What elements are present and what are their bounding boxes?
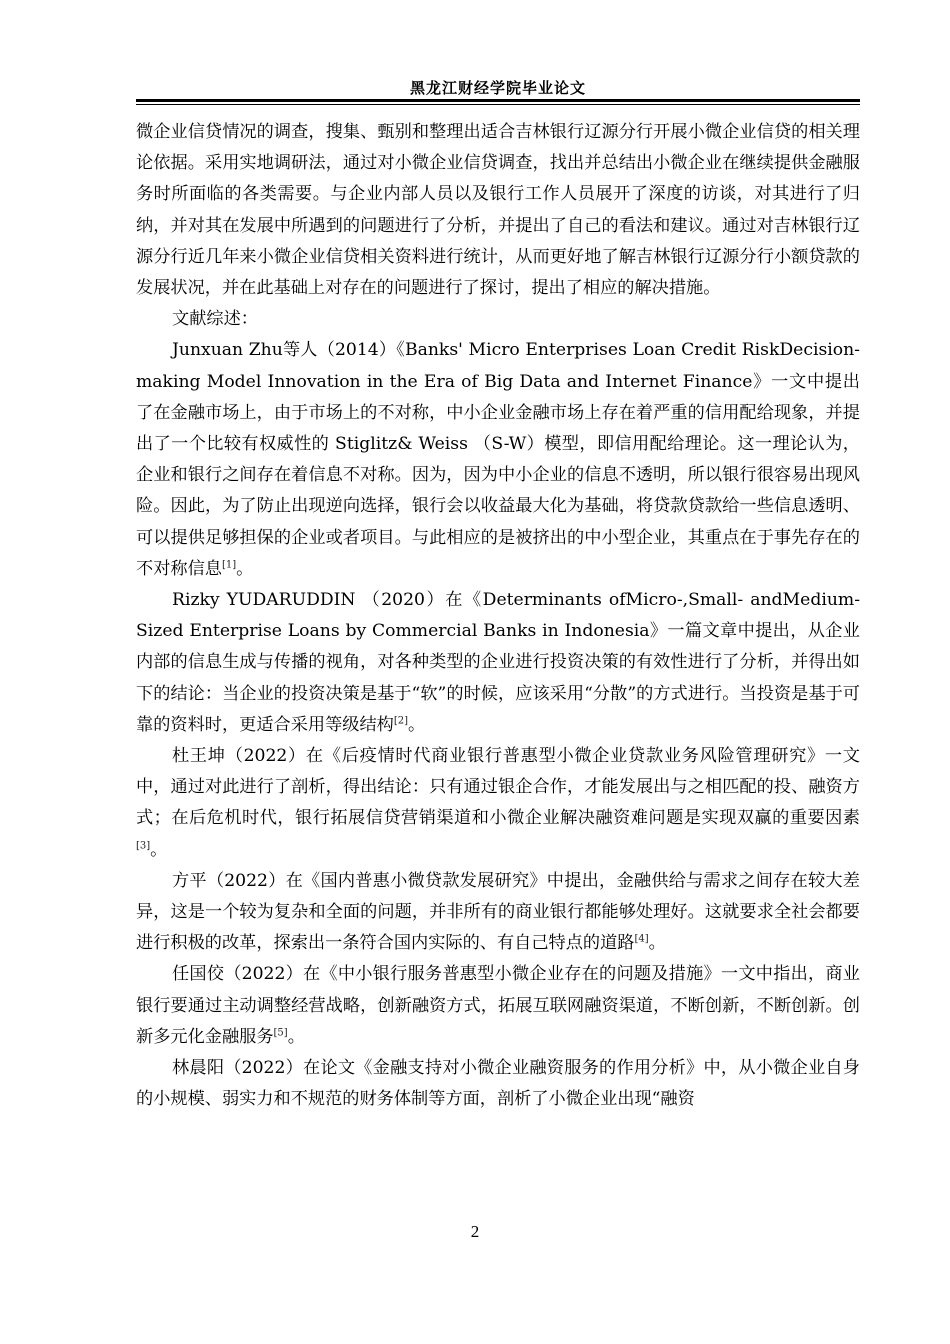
- header-rule-thin: [136, 104, 860, 105]
- citation-ref: [5]: [273, 1027, 288, 1039]
- paragraph-du-wangkun: [136, 741, 860, 866]
- citation-ref: [3]: [136, 839, 151, 851]
- paragraph-text: Junxuan Zhu等人（2014）《Banks' Micro Enterprises Loan Credit RiskDecision-making Model Innovation in the Era of Big Data and Internet Finance》一文中提出了在金融市场上，由于市场上的不对称，中小企业金融市场上存在着严重的信用配给现象，并提出了一个比较有权威性的 Stiglitz& Weiss （S-W）模型，即信用配给理论。这一理论认为，企业和银行之间存在着信息不对称。因为，因为中小企业的信息不透明，所以银行很容易出现风险。因此，为了防止出现逆向选择，银行会以收益最大化为基础，将贷款贷款给一些信息透明、可以提供足够担保的企业或者项目。与此相应的是被挤出的中小型企业，其重点在于事先存在的不对称信息: [136, 340, 860, 579]
- page-number: 2: [470, 1222, 480, 1241]
- paragraph-text: 杜王坤（2022）在《后疫情时代商业银行普惠型小微企业贷款业务风险管理研究》一文中，通过对此进行了剖析，得出结论：只有通过银企合作，才能发展出与之相匹配的投、融资方式；在后危机时代，银行拓展信贷营销渠道和小微企业解决融资难问题是实现双赢的重要因素: [136, 746, 860, 829]
- paragraph-text: 微企业信贷情况的调查，搜集、甄别和整理出适合吉林银行辽源分行开展小微企业信贷的相关理论依据。采用实地调研法，通过对小微企业信贷调查，找出并总结出小微企业在继续提供金融服务时所面临的各类需要。与企业内部人员以及银行工作人员展开了深度的访谈，对其进行了归纳，并对其在发展中所遇到的问题进行了分析，并提出了自己的看法和建议。通过对吉林银行辽源分行近几年来小微企业信贷相关资料进行统计，从而更好地了解吉林银行辽源分行小额贷款的发展状况，并在此基础上对存在的问题进行了探讨，提出了相应的解决措施。: [136, 122, 860, 299]
- paragraph-fang-ping: [136, 866, 860, 960]
- citation-ref: [1]: [221, 559, 237, 571]
- paragraph-tail: 。: [648, 933, 666, 954]
- paragraph-text: 文献综述：: [172, 309, 258, 330]
- citation-ref: [2]: [393, 715, 408, 727]
- paragraph-ren-guojiao: [136, 959, 860, 1053]
- body-text: [136, 117, 860, 1116]
- paragraph-tail: 。: [408, 714, 426, 735]
- citation-ref: [4]: [634, 933, 649, 945]
- running-header: 黑龙江财经学院毕业论文: [409, 79, 586, 97]
- paragraph-lin-chenyang: [136, 1053, 860, 1115]
- paragraph-junxuan-zhu: [136, 335, 860, 585]
- header-rule-thick: [136, 99, 860, 102]
- paragraph-tail: 。: [236, 558, 254, 579]
- paragraph-text: 方平（2022）在《国内普惠小微贷款发展研究》中提出，金融供给与需求之间存在较大差异，这是一个较为复杂和全面的问题，并非所有的商业银行都能够处理好。这就要求全社会都要进行积极的改革，探索出一条符合国内实际的、有自己特点的道路: [136, 870, 860, 954]
- paragraph-text: 林晨阳（2022）在论文《金融支持对小微企业融资服务的作用分析》中，从小微企业自身的小规模、弱实力和不规范的财务体制等方面，剖析了小微企业出现“融资: [136, 1058, 860, 1110]
- paragraph-text: 任国佼（2022）在《中小银行服务普惠型小微企业存在的问题及措施》一文中指出，商业银行要通过主动调整经营战略，创新融资方式，拓展互联网融资渠道，不断创新，不断创新。创新多元化金融服务: [136, 964, 860, 1047]
- paragraph-literature-review-heading: [136, 304, 860, 335]
- paragraph-tail: 。: [287, 1026, 305, 1047]
- paragraph-rizky: [136, 585, 860, 741]
- paragraph-intro-continued: [136, 117, 860, 304]
- paragraph-tail: 。: [150, 839, 168, 860]
- paragraph-text: Rizky YUDARUDDIN （2020）在《Determinants ofMicro-,Small- andMedium-Sized Enterprise Loans by Commercial Banks in Indonesia》一篇文章中提出，从企业内部的信息生成与传播的视角，对各种类型的企业进行投资决策的有效性进行了分析，并得出如下的结论：当企业的投资决策是基于“软”的时候，应该采用“分散”的方式进行。当投资是基于可靠的资料时，更适合采用等级结构: [136, 590, 860, 735]
